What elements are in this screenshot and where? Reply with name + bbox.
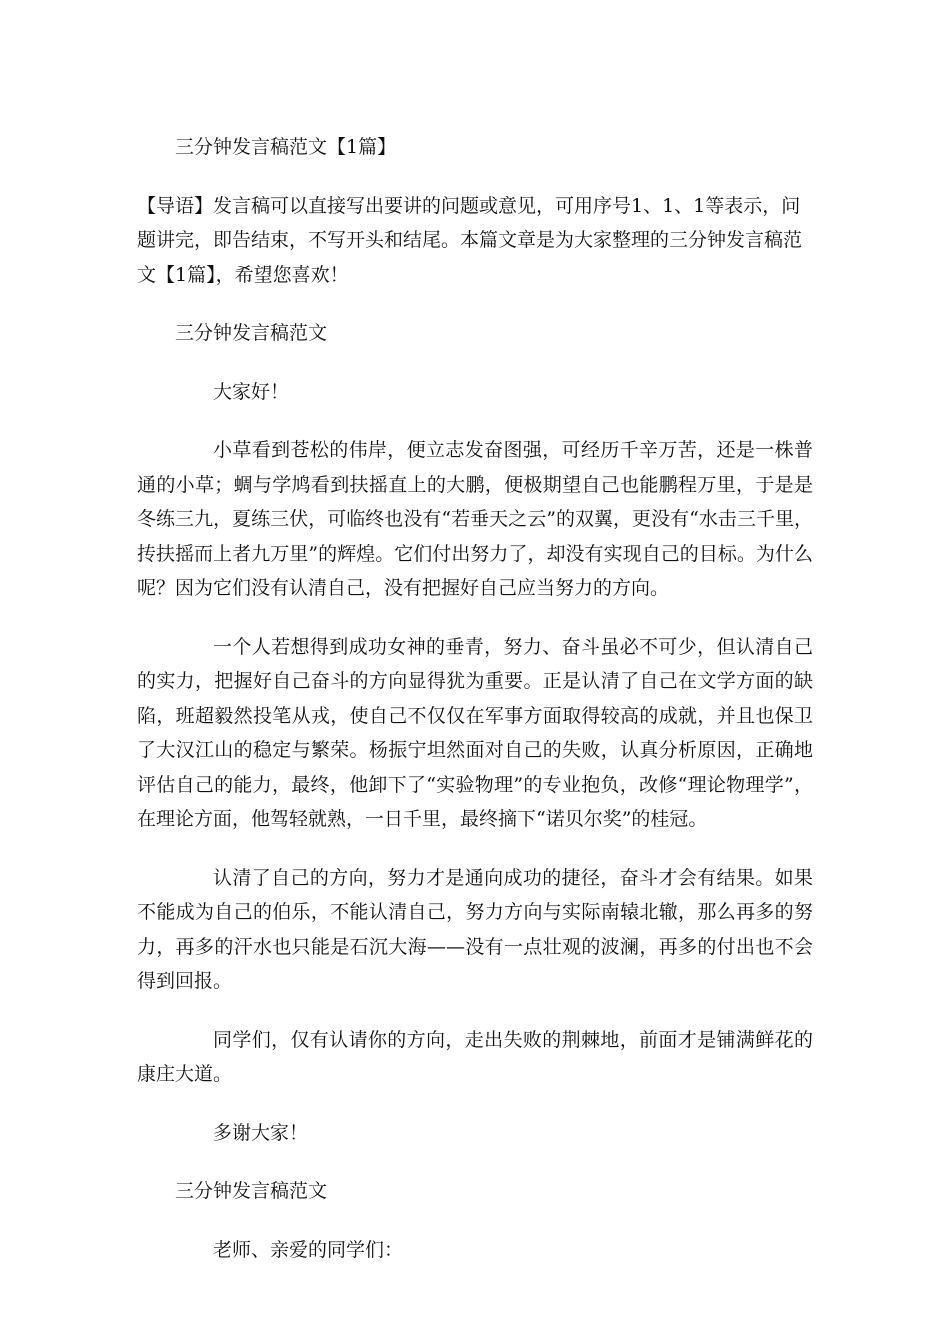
greeting: 大家好！ bbox=[213, 380, 290, 403]
section-heading-2: 三分钟发言稿范文 bbox=[175, 1180, 328, 1202]
closing: 多谢大家！ bbox=[213, 1121, 309, 1144]
body-paragraph-4: 同学们，仅有认请你的方向，走出失败的荆棘地，前面才是铺满鲜花的康庄大道。 bbox=[137, 1028, 813, 1085]
intro-paragraph: 【导语】发言稿可以直接写出要讲的问题或意见，可用序号1、1、1等表示，问题讲完，即告结束，不写开头和结尾。本篇文章是为大家整理的三分钟发言稿范文【1篇】，希望您喜欢！ bbox=[137, 194, 803, 286]
document-page bbox=[137, 130, 813, 1291]
section-heading-1: 三分钟发言稿范文 bbox=[175, 322, 328, 344]
body-paragraph-3: 认清了自己的方向，努力才是通向成功的捷径，奋斗才会有结果。如果不能成为自己的伯乐，不能认清自己，努力方向与实际南辕北辙，那么再多的努力，再多的汗水也只能是石沉大海——没有一点壮观的波澜，再多的付出也不会得到回报。 bbox=[137, 866, 813, 992]
greeting-2: 老师、亲爱的同学们： bbox=[213, 1238, 404, 1261]
body-paragraph-2: 一个人若想得到成功女神的垂青，努力、奋斗虽必不可少，但认清自己的实力，把握好自己奋斗的方向显得犹为重要。正是认清了自己在文学方面的缺陷，班超毅然投笔从戎，使自己不仅仅在军事方面取得较高的成就，并且也保卫了大汉江山的稳定与繁荣。杨振宁坦然面对自己的失败，认真分析原因，正确地评估自己的能力，最终，他卸下了“实验物理”的专业抱负，改修“理论物理学”，在理论方面，他驾轻就熟，一日千里，最终摘下“诺贝尔奖”的桂冠。 bbox=[137, 635, 813, 830]
body-paragraph-1: 小草看到苍松的伟岸，便立志发奋图强，可经历千辛万苦，还是一株普通的小草；蜩与学鸠看到扶摇直上的大鹏，便极期望自己也能鹏程万里，于是是冬练三九，夏练三伏，可临终也没有“若垂天之云”的双翼，更没有“水击三千里，抟扶摇而上者九万里”的辉煌。它们付出努力了，却没有实现自己的目标。为什么呢？因为它们没有认清自己，没有把握好自己应当努力的方向。 bbox=[137, 439, 813, 599]
document-title: 三分钟发言稿范文【1篇】 bbox=[175, 136, 397, 158]
